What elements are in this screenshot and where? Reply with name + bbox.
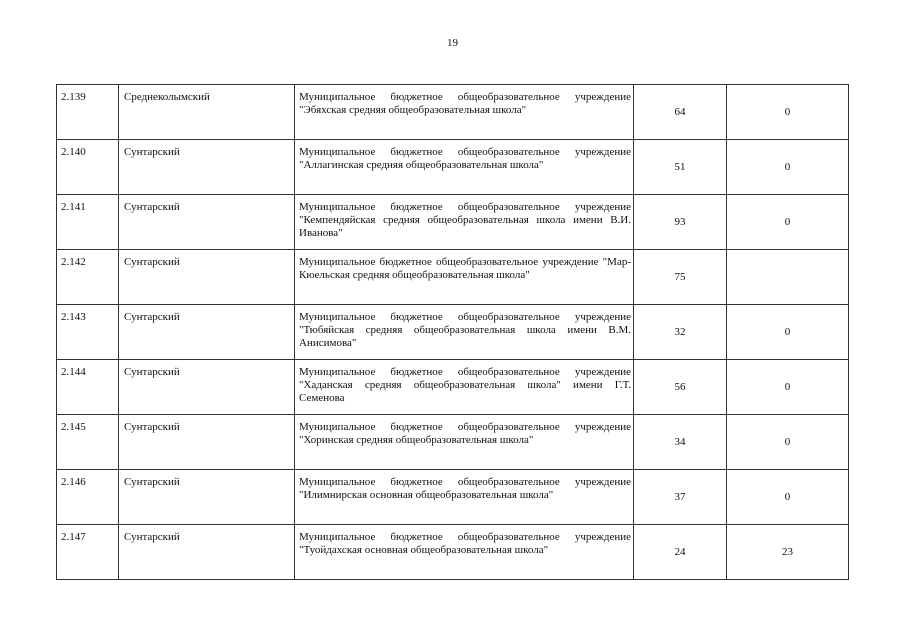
district-cell: Сунтарский xyxy=(119,195,295,250)
table-row xyxy=(57,415,849,470)
institution-name-cell: Муниципальное бюджетное общеобразовательное учреждение "Хаданская средняя общеобразовательная школа" имени Г.Т. Семенова xyxy=(295,360,634,415)
institution-name-cell: Муниципальное бюджетное общеобразовательное учреждение "Мар-Кюельская средняя общеобразовательная школа" xyxy=(295,250,634,305)
row-number-cell: 2.142 xyxy=(57,250,119,305)
institution-name-cell: Муниципальное бюджетное общеобразовательное учреждение "Кемпендяйская средняя общеобразовательная школа имени В.И. Иванова" xyxy=(295,195,634,250)
district-cell: Сунтарский xyxy=(119,525,295,580)
value-2-cell: 0 xyxy=(727,195,849,250)
value-1-cell: 37 xyxy=(634,470,727,525)
institution-name-cell: Муниципальное бюджетное общеобразовательное учреждение "Туойдахская основная общеобразовательная школа" xyxy=(295,525,634,580)
value-2-cell: 23 xyxy=(727,525,849,580)
row-number-cell: 2.145 xyxy=(57,415,119,470)
row-number-cell: 2.141 xyxy=(57,195,119,250)
value-1-cell: 56 xyxy=(634,360,727,415)
value-2-cell: 0 xyxy=(727,305,849,360)
value-1-cell: 32 xyxy=(634,305,727,360)
table-row xyxy=(57,85,849,140)
table-row xyxy=(57,525,849,580)
value-2-cell: 0 xyxy=(727,415,849,470)
value-1-cell: 34 xyxy=(634,415,727,470)
district-cell: Среднеколымский xyxy=(119,85,295,140)
district-cell: Сунтарский xyxy=(119,250,295,305)
institution-name-cell: Муниципальное бюджетное общеобразовательное учреждение "Аллагинская средняя общеобразовательная школа" xyxy=(295,140,634,195)
value-1-cell: 64 xyxy=(634,85,727,140)
value-2-cell: 0 xyxy=(727,360,849,415)
page-number: 19 xyxy=(447,37,458,49)
value-2-cell: 0 xyxy=(727,470,849,525)
institution-name-cell: Муниципальное бюджетное общеобразовательное учреждение "Эбяхская средняя общеобразовательная школа" xyxy=(295,85,634,140)
row-number-cell: 2.139 xyxy=(57,85,119,140)
row-number-cell: 2.143 xyxy=(57,305,119,360)
row-number-cell: 2.140 xyxy=(57,140,119,195)
table-row xyxy=(57,195,849,250)
institution-name-cell: Муниципальное бюджетное общеобразовательное учреждение "Илимнирская основная общеобразовательная школа" xyxy=(295,470,634,525)
table-row xyxy=(57,470,849,525)
table-row xyxy=(57,360,849,415)
value-1-cell: 93 xyxy=(634,195,727,250)
row-number-cell: 2.147 xyxy=(57,525,119,580)
table-row xyxy=(57,305,849,360)
value-2-cell: 0 xyxy=(727,85,849,140)
value-2-cell xyxy=(727,250,849,305)
row-number-cell: 2.146 xyxy=(57,470,119,525)
value-1-cell: 24 xyxy=(634,525,727,580)
district-cell: Сунтарский xyxy=(119,305,295,360)
value-2-cell: 0 xyxy=(727,140,849,195)
row-number-cell: 2.144 xyxy=(57,360,119,415)
district-cell: Сунтарский xyxy=(119,415,295,470)
district-cell: Сунтарский xyxy=(119,470,295,525)
value-1-cell: 75 xyxy=(634,250,727,305)
schools-table xyxy=(56,84,849,580)
table-row xyxy=(57,250,849,305)
institution-name-cell: Муниципальное бюджетное общеобразовательное учреждение "Хоринская средняя общеобразовательная школа" xyxy=(295,415,634,470)
value-1-cell: 51 xyxy=(634,140,727,195)
table-row xyxy=(57,140,849,195)
district-cell: Сунтарский xyxy=(119,360,295,415)
district-cell: Сунтарский xyxy=(119,140,295,195)
institution-name-cell: Муниципальное бюджетное общеобразовательное учреждение "Тюбяйская средняя общеобразовательная школа имени В.М. Анисимова" xyxy=(295,305,634,360)
